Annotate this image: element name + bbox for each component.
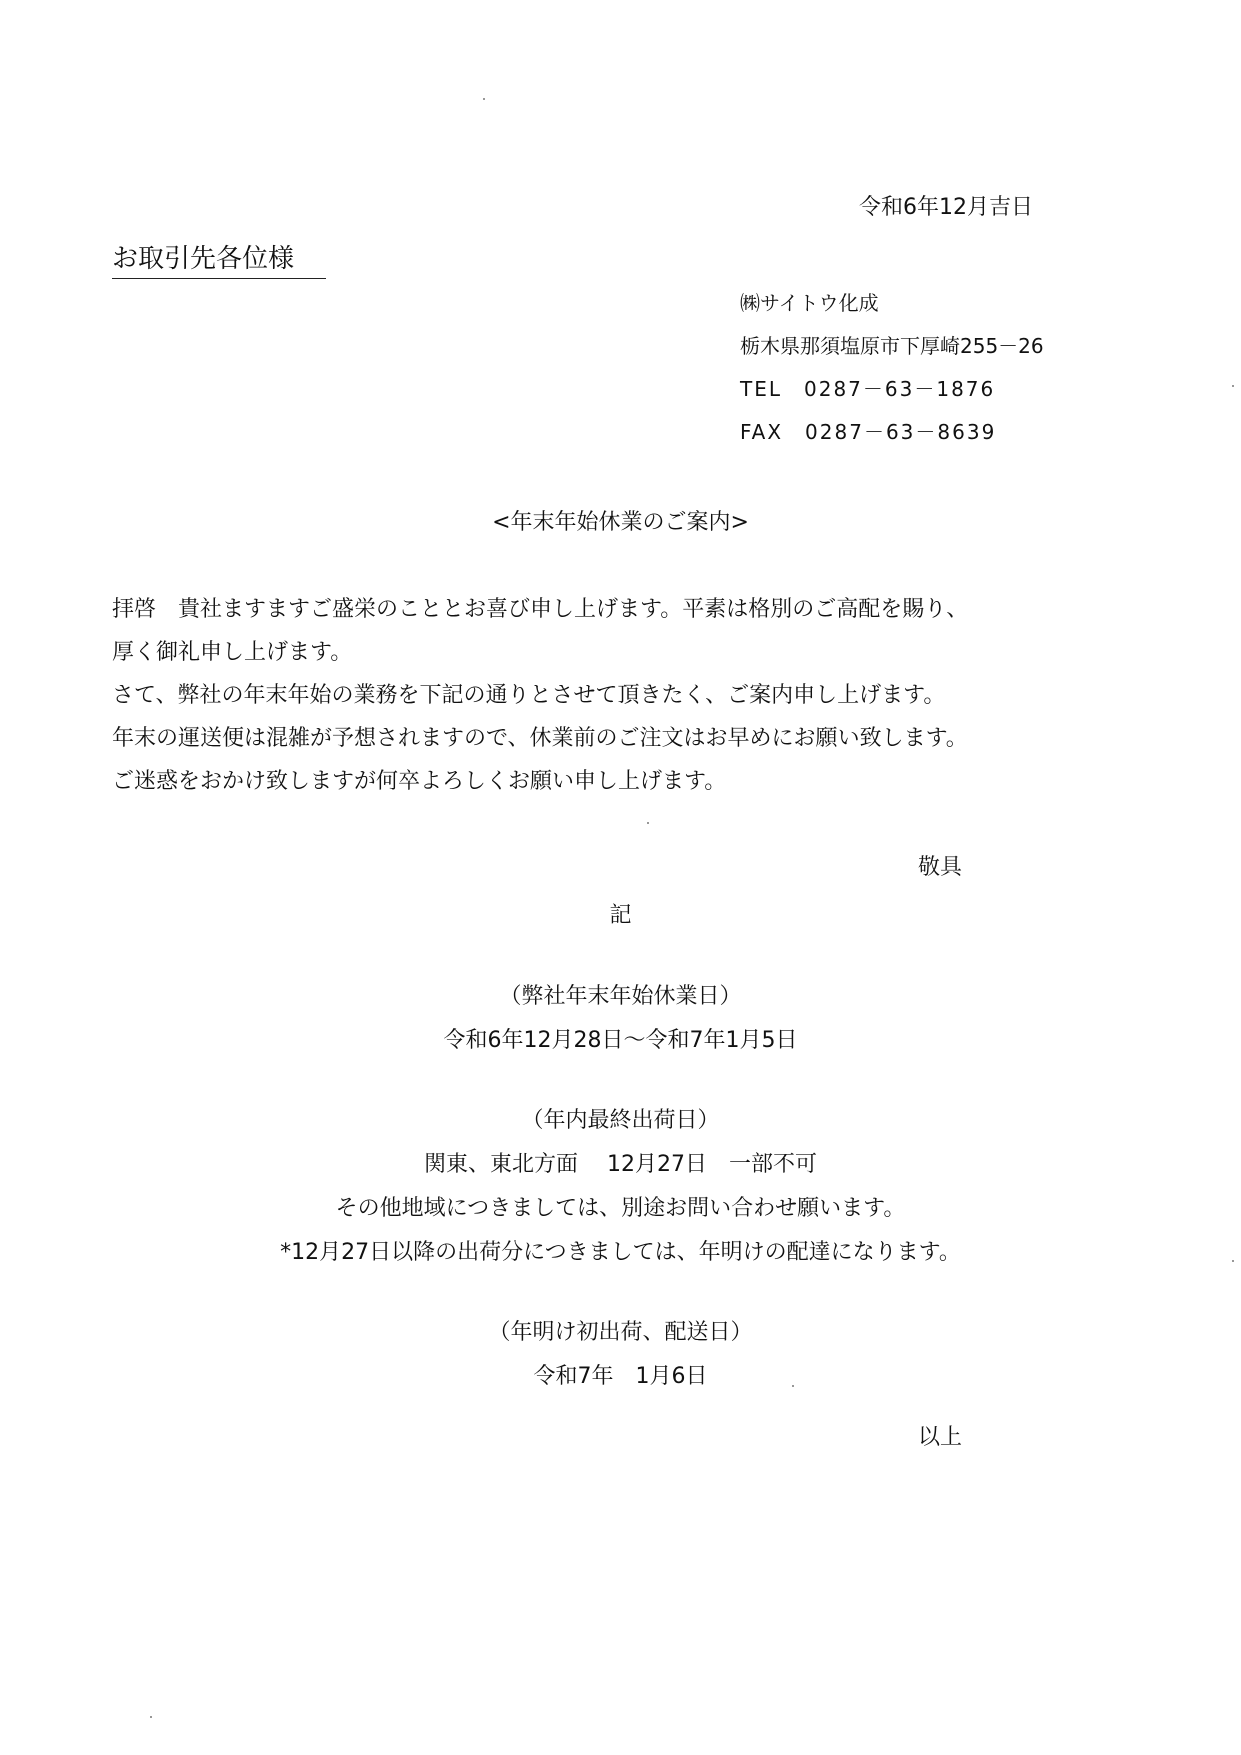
sender-fax: FAX 0287－63－8639	[740, 420, 997, 444]
section-line: *12月27日以降の出荷分につきましては、年明けの配達になります。	[280, 1240, 961, 1265]
scan-speck	[483, 98, 485, 100]
section-last-shipment	[0, 1099, 1241, 1275]
section-holiday	[0, 975, 1241, 1063]
sender-company: ㈱サイトウ化成	[740, 291, 879, 315]
section-heading: （年明け初出荷、配送日）	[488, 1320, 753, 1345]
body-line: 年末の運送便は混雑が予想されますので、休業前のご注文はお早めにお願い致します。	[112, 726, 968, 751]
section-line: 関東、東北方面 12月27日 一部不可	[424, 1152, 817, 1177]
section-line: その他地域につきましては、別途お問い合わせ願います。	[335, 1196, 906, 1221]
closing-keigu: 敬具	[918, 855, 963, 880]
section-line: 令和6年12月28日～令和7年1月5日	[443, 1028, 798, 1053]
document-date: 令和6年12月吉日	[859, 195, 1033, 220]
details-sections	[0, 975, 1241, 1435]
ki-marker: 記	[609, 903, 632, 928]
section-heading: （弊社年末年始休業日）	[499, 984, 742, 1009]
section-first-shipment	[0, 1311, 1241, 1399]
body-paragraph	[112, 588, 968, 803]
body-line: さて、弊社の年末年始の業務を下記の通りとさせて頂きたく、ご案内申し上げます。	[112, 683, 946, 708]
section-line: 令和7年 1月6日	[533, 1364, 708, 1389]
body-line: ご迷惑をおかけ致しますが何卒よろしくお願い申し上げます。	[112, 769, 727, 794]
scan-speck	[150, 1716, 152, 1718]
scan-speck	[1232, 385, 1234, 387]
body-line: 厚く御礼申し上げます。	[112, 640, 353, 665]
recipient-line: お取引先各位様	[112, 238, 326, 279]
sender-tel: TEL 0287－63－1876	[740, 377, 996, 401]
sender-block	[740, 282, 1044, 454]
scan-speck	[647, 822, 649, 824]
section-heading: （年内最終出荷日）	[521, 1108, 720, 1133]
body-line: 拝啓 貴社ますますご盛栄のこととお喜び申し上げます。平素は格別のご高配を賜り、	[112, 597, 969, 622]
scan-speck	[1232, 1260, 1234, 1262]
sender-address: 栃木県那須塩原市下厚崎255－26	[740, 334, 1044, 358]
document-subject: <年末年始休業のご案内>	[492, 510, 749, 535]
closing-ijou: 以上	[918, 1425, 963, 1450]
scan-speck	[792, 1385, 794, 1387]
